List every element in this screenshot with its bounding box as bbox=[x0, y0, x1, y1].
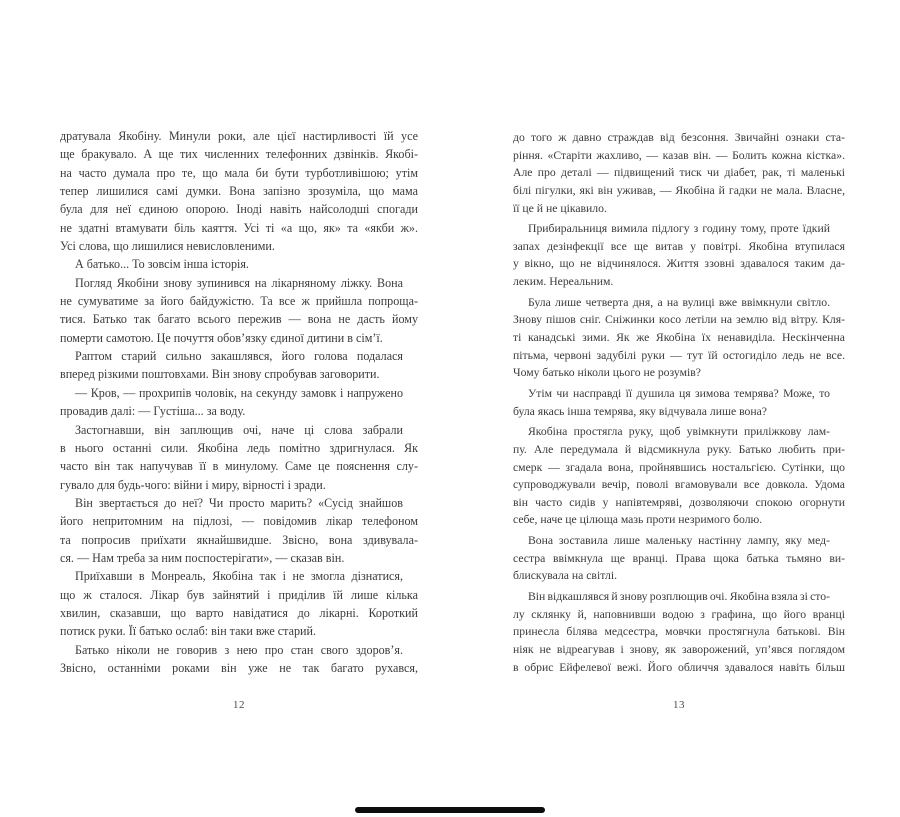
text-line: ще бракувало. А ще тих численних телефонних дзвінків. Якобі- bbox=[60, 147, 418, 162]
text-line: дратувала Якобіну. Минули роки, але цієї настирливості їй усе bbox=[60, 129, 418, 143]
home-indicator-bar[interactable] bbox=[355, 807, 545, 813]
text-line: потиск руки. Її батько ослаб: він таки вже старий. bbox=[60, 624, 316, 639]
text-line: Але про деталі — підвищений тиск чи діабет, рак, ті маленькі bbox=[513, 166, 845, 180]
text-line: в нього останні сили. Якобіна ледь помітно здригнулася. Як bbox=[60, 440, 418, 455]
text-line: не здатні втамувати біль каяття. Усі ті «а що, як» та «якби ж». bbox=[60, 220, 418, 235]
paragraph bbox=[513, 220, 845, 291]
paragraph bbox=[60, 127, 418, 255]
text-line: ся. — Нам треба за ним поспостерігати», — сказав він. bbox=[60, 550, 345, 565]
paragraph bbox=[513, 385, 845, 420]
text-line: пу. Але передумала й відсмикнула руку. Батько любить при- bbox=[513, 442, 845, 456]
text-line: пітьма, червоні задубілі руки — тут їй остогиділо ледь не все. bbox=[513, 348, 845, 362]
paragraph bbox=[60, 274, 418, 347]
text-line: що ж сталося. Лікар був зайнятий і приділив їй лише кілька bbox=[60, 587, 418, 602]
text-line: Якобіна простягла руку, щоб увімкнути приліжкову лам- bbox=[528, 425, 830, 439]
paragraph bbox=[60, 494, 418, 567]
paragraph bbox=[60, 421, 418, 494]
text-line: він часто сидів у напівтемряві, дозволяючи спокою огорнути bbox=[513, 495, 845, 509]
text-line: Була лише четверта дня, а на вулиці вже ввімкнули світло. bbox=[528, 295, 830, 309]
text-line: Батько ніколи не говорив з нею про стан свого здоров’я. bbox=[75, 642, 403, 657]
text-line: Раптом старий сильно закашлявся, його голова подалася bbox=[75, 349, 403, 364]
text-line: Утім чи насправді її душила ця зимова темрява? Може, то bbox=[528, 386, 830, 400]
text-line: запах дезінфекції все ще витав у повітрі. Якобіна втупилася bbox=[513, 239, 845, 253]
text-line: його непритомним на підлозі, — повідомив лікар телефоном bbox=[60, 514, 418, 529]
text-line: Звісно, останніми роками він уже не так багато рухався, bbox=[60, 660, 418, 675]
paragraph bbox=[60, 347, 418, 384]
text-line: Приїхавши в Монреаль, Якобіна так і не змогла дізнатися, bbox=[75, 569, 403, 584]
text-line: гувало для будь-чого: війни і миру, вірності і зради. bbox=[60, 477, 326, 492]
text-line: Погляд Якобіни знову зупинився на лікарняному ліжку. Вона bbox=[75, 275, 403, 290]
page-number-left: 12 bbox=[233, 699, 245, 711]
text-line: Чому батько ніколи цього не розумів? bbox=[513, 366, 701, 380]
paragraph bbox=[60, 255, 418, 273]
text-line: до того ж давно страждав від безсоння. Звичайні ознаки ста- bbox=[513, 131, 845, 144]
text-line: супроводжували вечір, поволі вгамовували все довкола. Удома bbox=[513, 478, 845, 492]
text-line: у вікно, що не відчинялося. Життя ззовні здавалося таким да- bbox=[513, 257, 845, 271]
text-line: Вона зоставила лише маленьку настінну лампу, яку мед- bbox=[528, 534, 830, 548]
text-line: Знову пішов сніг. Сніжинки косо летіли на землю від вітру. Кля- bbox=[513, 313, 845, 327]
text-line: хвилин, сказавши, що варто навідатися до лікарні. Короткий bbox=[60, 605, 418, 620]
text-line: Застогнавши, він заплющив очі, наче ці слова забрали bbox=[75, 422, 403, 437]
paragraph bbox=[513, 129, 845, 217]
page-number-right: 13 bbox=[673, 699, 685, 711]
text-line: була якась інша темрява, яку відчувала лише вона? bbox=[513, 404, 767, 418]
paragraph bbox=[513, 588, 845, 676]
text-line: смерк — згадала вона, пройнявшись ностальгією. Сутінки, що bbox=[513, 460, 845, 474]
text-line: Прибиральниця вимила підлогу з годину тому, проте їдкий bbox=[528, 222, 830, 236]
book-page-left[interactable] bbox=[60, 0, 418, 817]
text-block bbox=[60, 127, 418, 677]
paragraph bbox=[60, 567, 418, 640]
paragraph bbox=[60, 641, 418, 678]
text-line: лу склянку й, наповнивши водою з графина, що його вранці bbox=[513, 607, 845, 621]
text-line: померти самотою. Це почуття обов’язку єдиної дитини в сім’ї. bbox=[60, 330, 383, 345]
paragraph bbox=[513, 532, 845, 585]
text-line: — Кров, — прохрипів чоловік, на секунду замовк і напружено bbox=[75, 385, 403, 400]
text-line: блискувала на світлі. bbox=[513, 569, 618, 583]
text-line: та попросив приїхати якнайшвидше. Звісно, вона здивувала- bbox=[60, 532, 418, 547]
text-line: ріння. «Старіти жахливо, — казав він. — Болить кожна кістка». bbox=[513, 148, 845, 162]
text-line: сестра ввімкнула ще вранці. Права щока батька тьмяно ви- bbox=[513, 551, 845, 565]
text-line: А батько... То зовсім інша історія. bbox=[75, 257, 249, 272]
text-line: Він звертається до неї? Чи просто марить? «Сусід знайшов bbox=[75, 495, 403, 510]
text-line: принесла білява медсестра, мовчки простягнула батькові. Він bbox=[513, 625, 845, 639]
text-line: в обрис Ейфелевої вежі. Його обличчя здавалося навіть більш bbox=[513, 660, 845, 674]
paragraph bbox=[60, 384, 418, 421]
text-line: не сумуватиме за його байдужістю. Та все ж прийшла попроща- bbox=[60, 294, 418, 309]
text-line: себе, наче це цілюща мазь проти незримого болю. bbox=[513, 513, 763, 527]
text-line: провадив далі: — Густіша... за воду. bbox=[60, 404, 246, 419]
text-line: ті канадські зими. Як же Якобіна їх ненавиділа. Нескінченна bbox=[513, 331, 845, 345]
text-line: Усі слова, що лишилися невисловленими. bbox=[60, 239, 275, 254]
book-page-right[interactable] bbox=[513, 0, 845, 817]
paragraph bbox=[513, 423, 845, 529]
text-line: вперед різкими поштовхами. Він знову спробував заговорити. bbox=[60, 367, 380, 382]
text-line: її це й не цікавило. bbox=[513, 201, 607, 215]
text-line: на часто думала про те, що мала би бути турботливішою; утім bbox=[60, 165, 418, 180]
text-line: тися. Батько так багато всього пережив — вона не дасть йому bbox=[60, 312, 418, 327]
text-line: білі пігулки, які він уживав, — Якобіна й гадки не мала. Власне, bbox=[513, 183, 845, 197]
text-block bbox=[513, 129, 845, 676]
text-line: тепер лишилися самі думки. Вона запізно зрозуміла, що мама bbox=[60, 184, 418, 199]
text-line: часто він так напучував її в минулому. Саме це пояснення слу- bbox=[60, 459, 418, 474]
paragraph bbox=[513, 294, 845, 382]
text-line: була для неї єдиною опорою. Іноді навіть найсолодші спогади bbox=[60, 202, 418, 217]
text-line: ніяк не відреагував і знову, як заворожений, уп’явся поглядом bbox=[513, 642, 845, 656]
text-line: Він відкашлявся й знову розплющив очі. Якобіна взяла зі сто- bbox=[528, 590, 830, 604]
text-line: леким. Нереальним. bbox=[513, 275, 614, 289]
